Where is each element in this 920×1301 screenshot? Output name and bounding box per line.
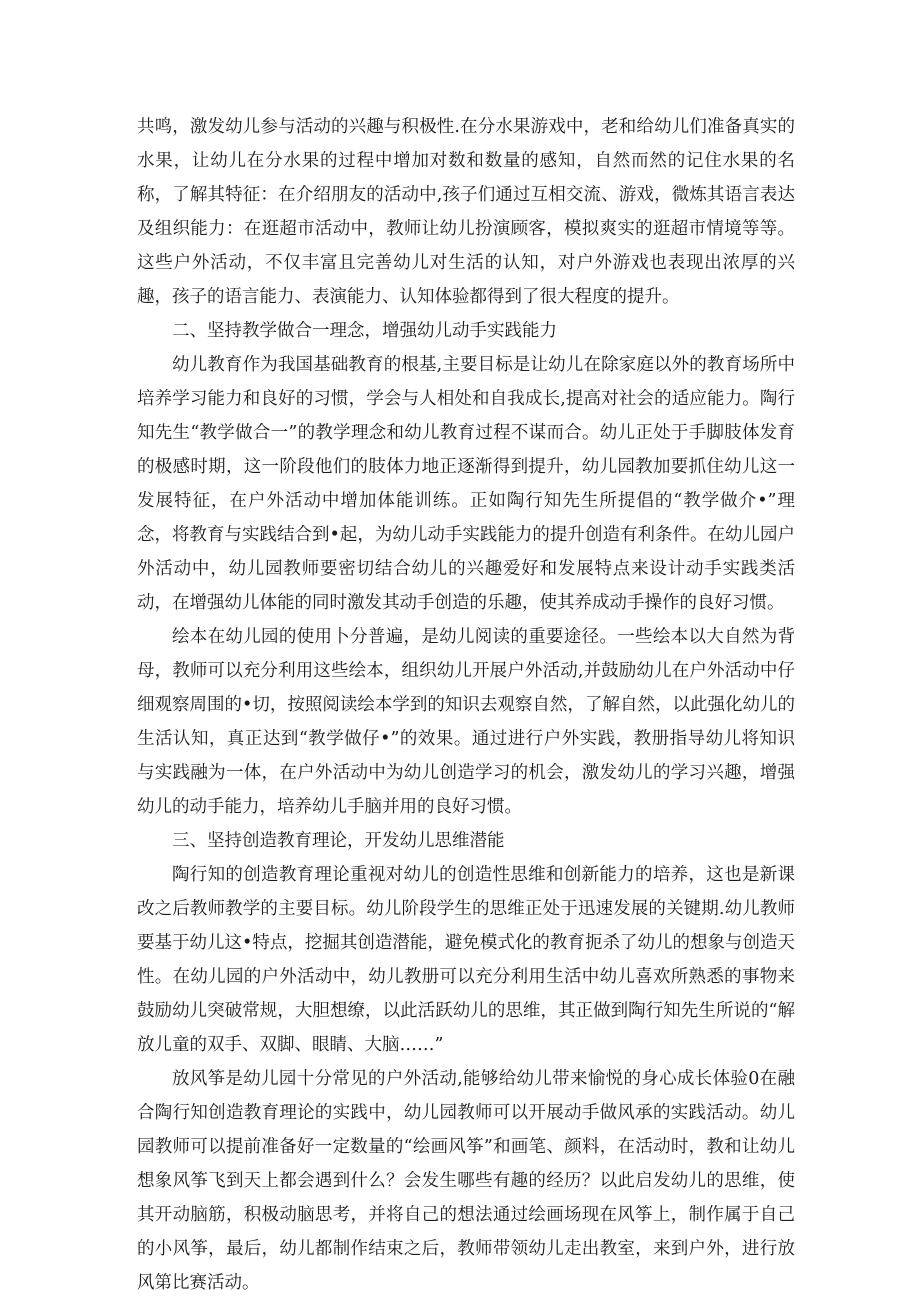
paragraph-kite-activity: 放风筝是幼儿园十分常见的户外活动,能够给幼儿带来愉悦的身心成长体验0在融合陶行知创造教育理论的实践中，幼儿园教师可以开展动手做风承的实践活动。幼儿园教师可以提前准备好一定数量的“绘画风筝”和画笔、颜料，在活动时，教和让幼儿想象风筝飞到天上都会遇到什么？会发生哪些有趣的经历？以此启发幼儿的思维，使其开动脑筋，积极动脑思考，并将自己的想法通过绘画场现在风筝上，制作属于自己的小风筝，最后，幼儿都制作结束之后，教师带领幼儿走出教室，来到户外，进行放风第比赛活动。 (137, 1069, 795, 1293)
paragraph-teaching-doing: 幼儿教育作为我国基础教育的根基,主要目标是让幼儿在除家庭以外的教育场所中培养学习能力和良好的习惯，学会与人相处和自我成长,提高对社会的适应能力。陶行知先生“教学做合一”的教学理念和幼儿教育过程不谋而合。幼儿正处于手脚肢体发育的极感时期，这一阶段他们的肢体力地正逐渐得到提升，幼儿园教加要抓住幼儿这一发展特征，在户外活动中增加体能训练。正如陶行知先生所提倡的“教学做介•”理念，将教育与实践结合到•起，为幼儿动手实践能力的提升创造有利条件。在幼儿园户外活动中，幼儿园教师要密切结合幼儿的兴趣爱好和发展特点来设计动手实践类活动，在增强幼儿体能的同时激发其动手创造的乐趣，使其养成动手操作的良好习惯。 (137, 355, 795, 613)
paragraph-picture-books: 绘本在幼儿园的使用卜分普遍，是幼儿阅读的重要途径。一些绘本以大自然为背母，教师可以充分利用这些绘本，组织幼儿开展户外活动,并鼓励幼儿在户外活动中仔细观察周围的•切，按照阅读绘本学到的知识去观察自然，了解自然，以此强化幼儿的生活认知，真正达到“教学做仔•”的效果。通过进行户外实践，教册指导幼儿将知识与实践融为一体，在户外活动中为幼儿创造学习的机会，激发幼儿的学习兴趣，增强幼儿的动手能力，培养幼儿手脑并用的良好习惯。 (137, 627, 795, 817)
section-heading-2: 二、坚持教学做合一理念，增强幼儿动手实践能力 (172, 321, 557, 341)
paragraph-creative-education: 陶行知的创造教育理论重视对幼儿的创造性思维和创新能力的培养，这也是新课改之后教师教学的主要目标。幼儿阶段学生的思维正处于迅速发展的关键期.幼儿教师要基于幼儿这•特点，挖掘其创造潜能，避免模式化的教育扼杀了幼儿的想象与创造天性。在幼儿园的户外活动中，幼儿教册可以充分利用生活中幼儿喜欢所熟悉的事物来鼓励幼儿突破常规，大胆想缭，以此活跃幼儿的思维，其正做到陶行知先生所说的“解放儿童的双手、双脚、眼睛、大脑……” (137, 865, 795, 1055)
paragraph-activities-continued: 共鸣，激发幼儿参与活动的兴趣与积极性.在分水果游戏中，老和给幼儿们准备真实的水果，让幼儿在分水果的过程中增加对数和数量的感知，自然而然的记住水果的名称，了解其特征：在介绍朋友的活动中,孩子们通过互相交流、游戏，微炼其语言表达及组织能力：在逛超市活动中，教师让幼儿扮演顾客，模拟爽实的逛超市情境等等。这些户外活动，不仅丰富且完善幼儿对生活的认知，对户外游戏也表现出浓厚的兴趣，孩子的语言能力、表演能力、认知体验都得到了很大程度的提升。 (137, 117, 795, 307)
document-body (137, 110, 795, 1300)
section-heading-3: 三、坚持创造教育理论，开发幼儿思维潜能 (172, 831, 505, 851)
